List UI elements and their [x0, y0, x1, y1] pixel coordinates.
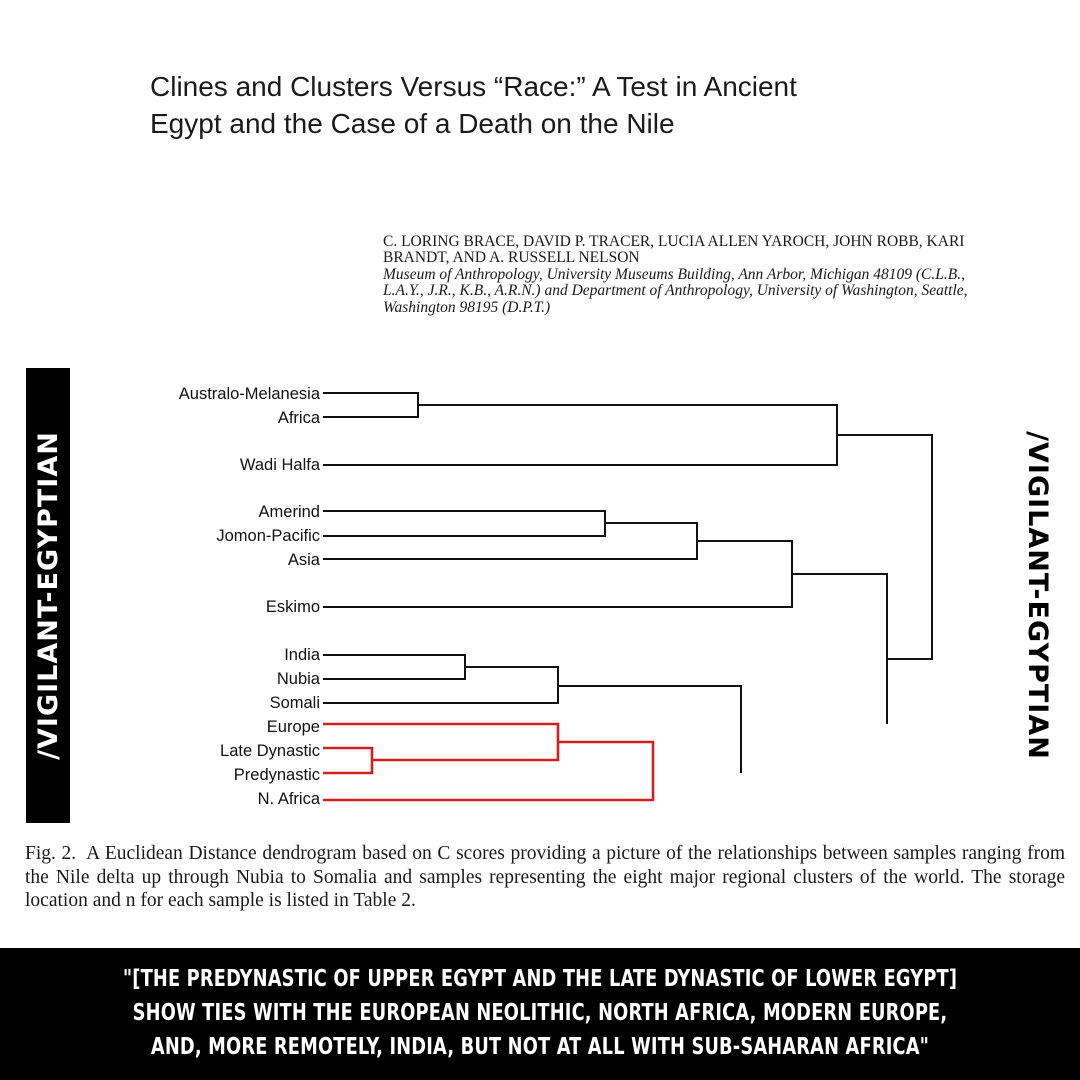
leaf-label-somali: Somali — [269, 694, 320, 712]
dendrogram-labels — [179, 385, 321, 808]
paper-title — [150, 68, 930, 142]
branch-wadi-halfa-join — [323, 405, 837, 465]
title-line-1: Clines and Clusters Versus “Race:” A Test in Ancient — [150, 71, 797, 102]
branch-amerind-jomon — [323, 511, 605, 536]
branch-somali-join — [323, 667, 558, 703]
leaf-label-jomon-pacific: Jomon-Pacific — [216, 527, 320, 545]
watermark-left-text: /VIGILANT-EGYPTIAN — [32, 431, 64, 760]
branch-mid-join — [653, 686, 741, 773]
dendrogram-figure — [0, 370, 1000, 820]
branch-asia-north-join — [792, 574, 887, 724]
leaf-label-eskimo: Eskimo — [265, 598, 320, 616]
branch-australo-africa — [323, 393, 418, 417]
branch-india-nubia — [323, 655, 465, 679]
leaf-label-india: India — [284, 646, 320, 664]
branch-root — [837, 435, 932, 659]
leaf-label-asia: Asia — [287, 551, 320, 569]
dendrogram-tree — [323, 393, 932, 773]
leaf-label-amerind: Amerind — [258, 503, 320, 521]
watermark-right-text: /VIGILANT-EGYPTIAN — [1021, 431, 1053, 760]
branch-europe-join — [323, 724, 558, 760]
figure-caption — [25, 842, 1065, 913]
author-block — [383, 234, 983, 316]
figure-number: Fig. 2. — [25, 843, 77, 864]
author-names: C. LORING BRACE, DAVID P. TRACER, LUCIA ALLEN YAROCH, JOHN ROBB, KARI BRANDT, AND A. RUSSELL NELSON — [383, 233, 965, 267]
title-line-2: Egypt and the Case of a Death on the Nile — [150, 108, 675, 139]
leaf-label-europe: Europe — [266, 718, 320, 736]
leaf-label-predynastic: Predynastic — [233, 766, 320, 784]
dendrogram-highlight — [323, 724, 653, 800]
branch-eskimo-join — [323, 541, 792, 607]
quote-banner-text: "[THE PREDYNASTIC OF UPPER EGYPT AND THE LATE DYNASTIC OF LOWER EGYPT] SHOW TIES WITH THE EUROPEAN NEOLITHIC, NORTH AFRICA, MODERN EUROPE, AND, MORE REMOTELY, INDIA, BUT NOT AT ALL WITH SUB-SAHARAN AFRICA" — [122, 966, 958, 1060]
leaf-label-africa: Africa — [277, 409, 320, 427]
leaf-label-australo-melanesia: Australo-Melanesia — [178, 385, 320, 403]
leaf-label-wadi-halfa: Wadi Halfa — [239, 456, 320, 474]
leaf-label-nubia: Nubia — [276, 670, 320, 688]
branch-asia-join — [323, 523, 697, 559]
quote-banner — [0, 948, 1080, 1080]
figure-caption-text: A Euclidean Distance dendrogram based on C scores providing a picture of the relationships between samples ranging from the Nile delta up through Nubia to Somalia and samples representing the eight major regional clusters of the world. The storage location and n for each sample is listed in Table 2. — [25, 843, 1065, 911]
author-affiliation: Museum of Anthropology, University Museums Building, Ann Arbor, Michigan 48109 (C.L.B., L.A.Y., J.R., K.B., A.R.N.) and Department of Anthropology, University of Washington, Seattle, Washington 98195 (D.P.T.) — [383, 265, 968, 316]
watermark-right — [1015, 368, 1059, 823]
leaf-label-n-africa: N. Africa — [257, 790, 320, 808]
branch-late-predynastic — [323, 748, 372, 773]
leaf-label-late-dynastic: Late Dynastic — [220, 742, 320, 760]
